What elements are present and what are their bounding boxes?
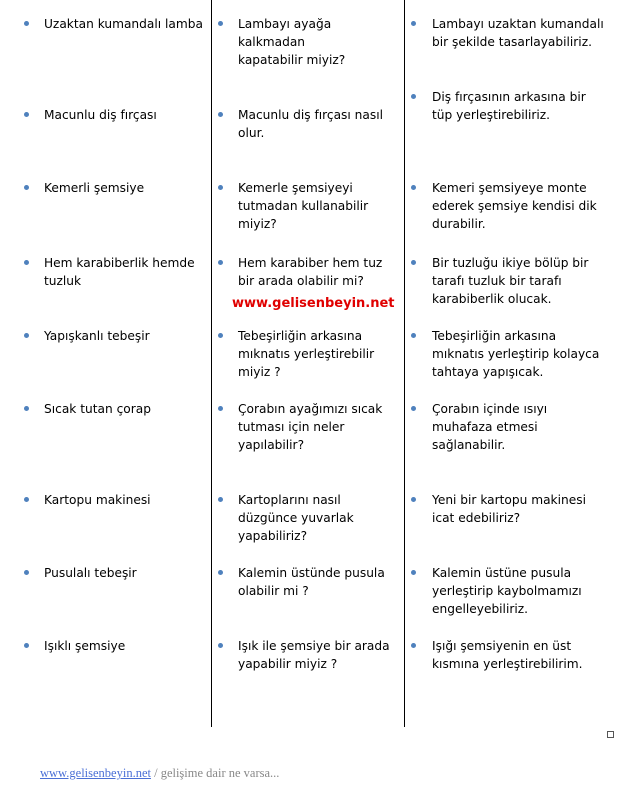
question-cell: Tebeşirliğin arkasına mıknatıs yerleştirebilir miyiz ? (238, 329, 375, 379)
idea-cell: Yapışkanlı tebeşir (44, 329, 150, 343)
bullet-icon (218, 497, 223, 502)
bullet-icon (411, 333, 416, 338)
idea-cell: Macunlu diş fırçası (44, 108, 157, 122)
column-divider-2 (404, 0, 405, 727)
bullet-icon (411, 643, 416, 648)
bullet-icon (24, 570, 29, 575)
solution-cell: Diş fırçasının arkasına bir tüp yerleştirebiliriz. (432, 90, 586, 122)
bullet-icon (24, 406, 29, 411)
question-cell: Kemerle şemsiyeyi tutmadan kullanabilir miyiz? (238, 181, 369, 231)
bullet-icon (411, 185, 416, 190)
idea-cell: Pusulalı tebeşir (44, 566, 137, 580)
bullet-icon (411, 497, 416, 502)
idea-cell: Kemerli şemsiye (44, 181, 145, 195)
page-footer (40, 766, 279, 781)
watermark: www.gelisenbeyin.net (232, 296, 395, 311)
bullet-icon (218, 643, 223, 648)
footer-text: / gelişime dair ne varsa... (150, 766, 280, 780)
idea-cell: Işıklı şemsiye (44, 639, 126, 653)
question-cell: Kalemin üstünde pusula olabilir mi ? (238, 566, 385, 598)
bullet-icon (24, 333, 29, 338)
bullet-icon (218, 185, 223, 190)
bullet-icon (24, 643, 29, 648)
bullet-icon (24, 185, 29, 190)
idea-cell: Uzaktan kumandalı lamba (44, 17, 203, 31)
solution-cell: Yeni bir kartopu makinesi icat edebiliriz? (432, 493, 586, 525)
solution-cell: Bir tuzluğu ikiye bölüp bir tarafı tuzluk bir tarafı karabiberlik olucak. (432, 256, 589, 306)
question-cell: Macunlu diş fırçası nasıl olur. (238, 108, 383, 140)
idea-cell: Kartopu makinesi (44, 493, 151, 507)
bullet-icon (24, 260, 29, 265)
footer-link[interactable]: www.gelisenbeyin.net (40, 766, 151, 780)
idea-cell: Hem karabiberlik hemde tuzluk (44, 256, 195, 288)
table-resize-handle[interactable] (607, 731, 614, 738)
bullet-icon (218, 570, 223, 575)
solution-cell: Kalemin üstüne pusula yerleştirip kaybolmamızı engelleyebiliriz. (432, 566, 582, 616)
solution-cell: Kemeri şemsiyeye monte ederek şemsiye kendisi dik durabilir. (432, 181, 597, 231)
question-cell: Hem karabiber hem tuz bir arada olabilir mi? (238, 256, 383, 288)
question-cell: Lambayı ayağa kalkmadan kapatabilir miyiz? (238, 17, 346, 67)
column-divider-1 (211, 0, 212, 727)
idea-cell: Sıcak tutan çorap (44, 402, 151, 416)
solution-cell: Tebeşirliğin arkasına mıknatıs yerleştirip kolayca tahtaya yapışıcak. (432, 329, 600, 379)
bullet-icon (24, 497, 29, 502)
bullet-icon (218, 260, 223, 265)
bullet-icon (24, 21, 29, 26)
bullet-icon (411, 21, 416, 26)
bullet-icon (218, 333, 223, 338)
bullet-icon (411, 406, 416, 411)
question-cell: Çorabın ayağımızı sıcak tutması için neler yapılabilir? (238, 402, 383, 452)
solution-cell: Lambayı uzaktan kumandalı bir şekilde tasarlayabiliriz. (432, 17, 604, 49)
question-cell: Kartoplarını nasıl düzgünce yuvarlak yapabiliriz? (238, 493, 354, 543)
bullet-icon (218, 21, 223, 26)
bullet-icon (411, 570, 416, 575)
bullet-icon (411, 260, 416, 265)
solution-cell: Işığı şemsiyenin en üst kısmına yerleştirebilirim. (432, 639, 583, 671)
bullet-icon (218, 112, 223, 117)
solution-cell: Çorabın içinde ısıyı muhafaza etmesi sağlanabilir. (432, 402, 548, 452)
bullet-icon (411, 94, 416, 99)
bullet-icon (218, 406, 223, 411)
question-cell: Işık ile şemsiye bir arada yapabilir miyiz ? (238, 639, 390, 671)
bullet-icon (24, 112, 29, 117)
